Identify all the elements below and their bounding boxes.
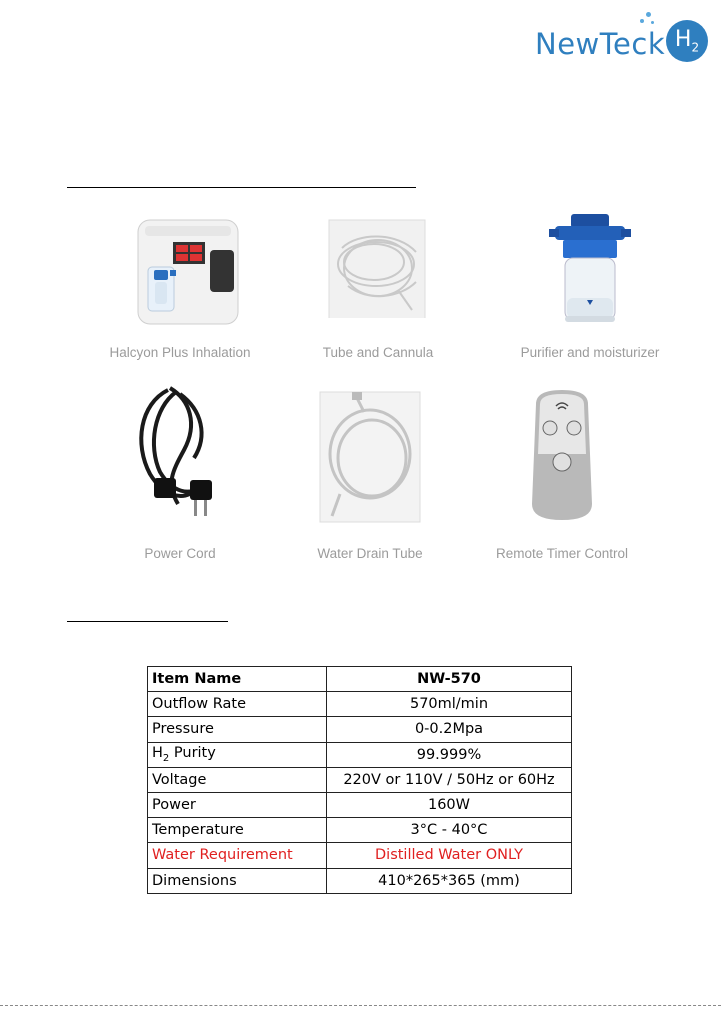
table-cell-value: 3°C - 40°C [327, 818, 572, 843]
table-cell-label: Outflow Rate [148, 692, 327, 717]
table-cell-value: 410*265*365 (mm) [327, 868, 572, 893]
product-caption: Power Cord [144, 546, 216, 561]
product-caption: Tube and Cannula [322, 345, 434, 360]
specification-table [147, 666, 572, 894]
remote-control-image [522, 384, 602, 524]
table-row [148, 717, 572, 742]
table-row [148, 742, 572, 767]
table-cell-value: 570ml/min [327, 692, 572, 717]
logo-bubble-dot [646, 12, 651, 17]
product-tube-cannula [278, 212, 478, 372]
purifier-bottle-image [545, 212, 635, 330]
logo-bubble-dot [640, 19, 644, 23]
table-cell-value: NW-570 [327, 667, 572, 692]
table-row [148, 767, 572, 792]
table-cell-label: Pressure [148, 717, 327, 742]
table-cell-value: 99.999% [327, 742, 572, 767]
product-remote-control [462, 384, 662, 564]
table-row [148, 818, 572, 843]
drain-tube-image [318, 384, 422, 524]
product-caption: Halcyon Plus Inhalation [109, 345, 251, 360]
table-cell-value: 160W [327, 792, 572, 817]
tube-cannula-image [328, 212, 428, 318]
product-caption: Purifier and moisturizer [520, 345, 660, 360]
page-bottom-rule [0, 1005, 721, 1006]
table-cell-label: Item Name [148, 667, 327, 692]
power-cord-image [120, 384, 240, 524]
logo-h2-badge: $H_2$ [666, 20, 708, 62]
table-cell-label: Power [148, 792, 327, 817]
table-cell-label: Voltage [148, 767, 327, 792]
table-row [148, 692, 572, 717]
table-cell-label: $H_2$ Purity [148, 742, 327, 767]
table-header-row [148, 667, 572, 692]
newteck-logo [532, 10, 714, 64]
table-row [148, 792, 572, 817]
logo-bubble-dot [651, 21, 654, 24]
table-cell-label: Temperature [148, 818, 327, 843]
section-heading-rule [67, 187, 416, 188]
product-inhalation-machine [80, 212, 280, 372]
product-caption: Remote Timer Control [495, 546, 629, 561]
product-drain-tube [270, 384, 470, 564]
table-row [148, 868, 572, 893]
table-cell-label: Water Requirement [148, 843, 327, 868]
table-cell-value: 0-0.2Mpa [327, 717, 572, 742]
table-cell-value: Distilled Water ONLY [327, 843, 572, 868]
table-cell-label: Dimensions [148, 868, 327, 893]
table-row-highlighted [148, 843, 572, 868]
product-power-cord [80, 384, 280, 564]
product-purifier [490, 212, 690, 372]
logo-brand-text: NewTeck [535, 27, 666, 61]
inhalation-machine-image [110, 212, 250, 332]
table-cell-value: 220V or 110V / 50Hz or 60Hz [327, 767, 572, 792]
product-caption: Water Drain Tube [317, 546, 423, 561]
section-heading-rule [67, 621, 228, 622]
